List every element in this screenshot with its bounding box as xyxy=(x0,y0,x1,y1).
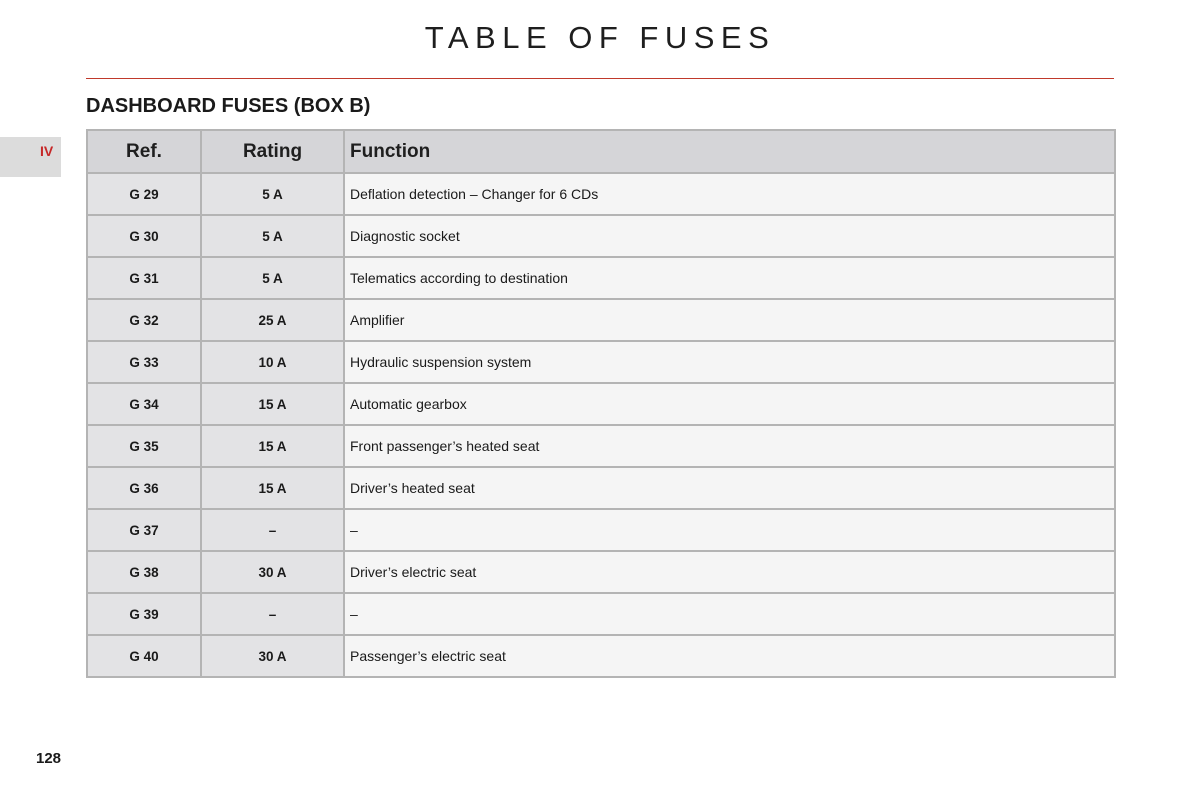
fuse-rating-cell: 30 A xyxy=(201,635,344,677)
table-row xyxy=(87,551,1115,593)
table-row xyxy=(87,257,1115,299)
fuse-function-cell: Telematics according to destination xyxy=(344,257,1115,299)
table-row xyxy=(87,509,1115,551)
column-header-ref: Ref. xyxy=(87,130,201,173)
fuse-table xyxy=(86,129,1116,678)
chapter-label: IV xyxy=(40,143,54,159)
fuse-ref-cell: G 37 xyxy=(87,509,201,551)
fuse-rating-cell: 15 A xyxy=(201,467,344,509)
fuse-table-body xyxy=(87,173,1115,677)
fuse-rating-cell: 5 A xyxy=(201,257,344,299)
table-row xyxy=(87,215,1115,257)
fuse-function-cell: Driver’s electric seat xyxy=(344,551,1115,593)
table-row xyxy=(87,593,1115,635)
fuse-rating-cell: 5 A xyxy=(201,173,344,215)
fuse-ref-cell: G 32 xyxy=(87,299,201,341)
fuse-function-cell: – xyxy=(344,509,1115,551)
fuse-ref-cell: G 34 xyxy=(87,383,201,425)
fuse-ref-cell: G 30 xyxy=(87,215,201,257)
fuse-ref-cell: G 29 xyxy=(87,173,201,215)
fuse-function-cell: Diagnostic socket xyxy=(344,215,1115,257)
fuse-ref-cell: G 40 xyxy=(87,635,201,677)
fuse-ref-cell: G 35 xyxy=(87,425,201,467)
fuse-rating-cell: – xyxy=(201,593,344,635)
table-row xyxy=(87,341,1115,383)
chapter-tab xyxy=(0,137,61,177)
fuse-function-cell: Deflation detection – Changer for 6 CDs xyxy=(344,173,1115,215)
fuse-rating-cell: 10 A xyxy=(201,341,344,383)
title-divider xyxy=(86,78,1114,79)
fuse-rating-cell: 15 A xyxy=(201,425,344,467)
fuse-ref-cell: G 31 xyxy=(87,257,201,299)
section-heading: DASHBOARD FUSES (BOX B) xyxy=(86,95,371,117)
fuse-rating-cell: – xyxy=(201,509,344,551)
fuse-function-cell: Front passenger’s heated seat xyxy=(344,425,1115,467)
fuse-rating-cell: 25 A xyxy=(201,299,344,341)
page-title: TABLE OF FUSES xyxy=(424,20,776,55)
table-row xyxy=(87,383,1115,425)
fuse-function-cell: Amplifier xyxy=(344,299,1115,341)
table-header-row xyxy=(87,130,1115,173)
fuse-function-cell: – xyxy=(344,593,1115,635)
fuse-rating-cell: 15 A xyxy=(201,383,344,425)
table-row xyxy=(87,173,1115,215)
table-row xyxy=(87,467,1115,509)
fuse-function-cell: Passenger’s electric seat xyxy=(344,635,1115,677)
fuse-rating-cell: 30 A xyxy=(201,551,344,593)
fuse-ref-cell: G 38 xyxy=(87,551,201,593)
fuse-function-cell: Hydraulic suspension system xyxy=(344,341,1115,383)
fuse-ref-cell: G 36 xyxy=(87,467,201,509)
table-row xyxy=(87,425,1115,467)
fuse-function-cell: Driver’s heated seat xyxy=(344,467,1115,509)
column-header-rating: Rating xyxy=(201,130,344,173)
fuse-rating-cell: 5 A xyxy=(201,215,344,257)
table-row xyxy=(87,299,1115,341)
table-row xyxy=(87,635,1115,677)
fuse-ref-cell: G 33 xyxy=(87,341,201,383)
page-number: 128 xyxy=(36,750,62,767)
column-header-function: Function xyxy=(344,130,1115,173)
fuse-function-cell: Automatic gearbox xyxy=(344,383,1115,425)
fuse-ref-cell: G 39 xyxy=(87,593,201,635)
